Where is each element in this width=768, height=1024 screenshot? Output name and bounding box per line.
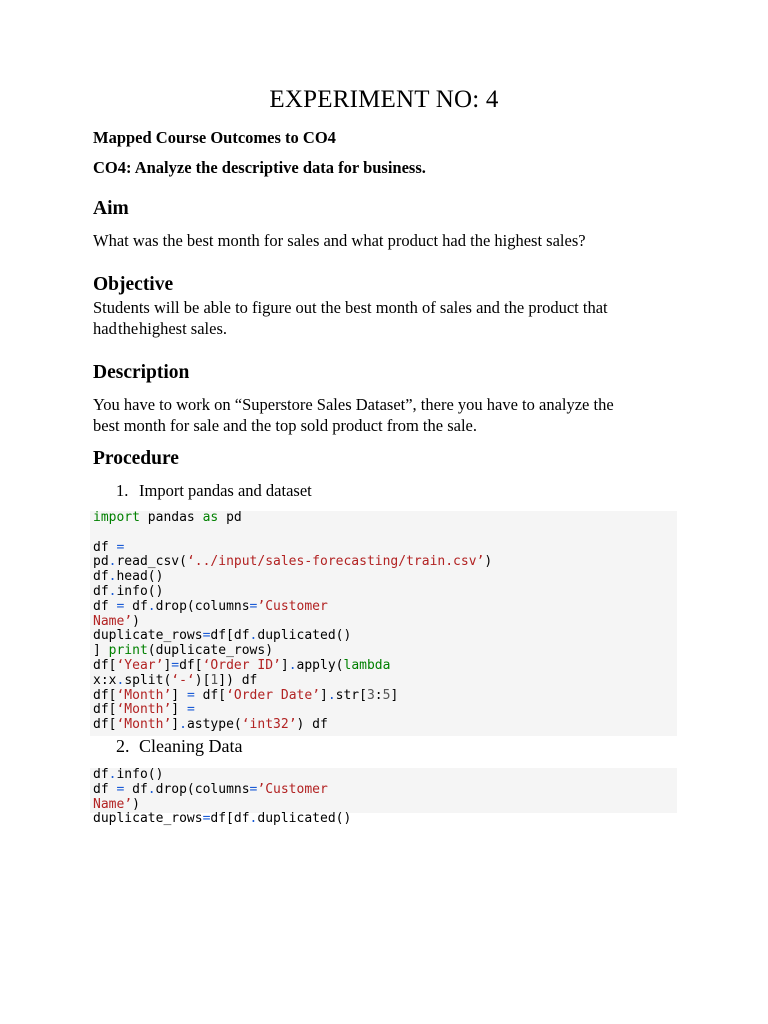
code-token: .: [288, 657, 297, 673]
code-token: df[: [93, 702, 117, 718]
code-token: df[: [93, 687, 117, 703]
code-token: df[: [93, 717, 117, 733]
procedure-step-2: [0, 736, 768, 758]
code-token: pd: [218, 510, 242, 525]
code-token: apply(: [296, 657, 344, 673]
code-token: ‘Month’: [116, 717, 172, 733]
code-token: (duplicate_rows): [147, 643, 274, 659]
code-token: duplicated(): [257, 811, 352, 827]
code-line: [93, 782, 328, 797]
code-token: df[: [93, 657, 117, 673]
code-line: [93, 702, 195, 717]
code-line: [93, 599, 328, 614]
code-token: x:x: [93, 672, 117, 688]
code-token: .: [179, 717, 187, 733]
code-token: df: [93, 539, 117, 555]
code-token: split(: [124, 672, 172, 688]
code-token: str[: [335, 687, 367, 703]
code-token: df: [93, 569, 109, 585]
description-line-2: best month for sale and the top sold product from the sale.: [93, 416, 477, 435]
code-token: =: [116, 781, 125, 797]
code-line: [93, 717, 328, 732]
description-line-1: You have to work on “Superstore Sales Dataset”, there you have to analyze the: [93, 395, 614, 414]
code-token: ]: [320, 687, 328, 703]
code-token: ): [484, 554, 493, 570]
code-token: info(): [116, 583, 164, 599]
code-token: )[: [194, 672, 211, 688]
code-token: as: [202, 510, 219, 525]
code-token: ]) df: [218, 672, 258, 688]
code-token: 1: [210, 672, 219, 688]
code-token: ‘../input/sales-forecasting/train.csv’: [186, 554, 485, 570]
code-token: df[: [194, 687, 227, 703]
code-token: ‘Order ID’: [202, 657, 281, 673]
code-token: .: [147, 598, 156, 614]
code-token: astype(: [186, 717, 242, 733]
code-text: [90, 511, 677, 733]
code-block-cleaning: [90, 767, 677, 827]
step-number: 2.: [116, 736, 130, 756]
code-line: [93, 510, 242, 525]
objective-line-2-a: had: [93, 319, 117, 338]
code-token: 3: [366, 687, 375, 703]
aim-text: What was the best month for sales and what product had the highest sales?: [93, 231, 586, 250]
code-line: [93, 658, 390, 673]
code-line: [93, 673, 257, 688]
code-line: [93, 767, 163, 782]
code-token: duplicate_rows: [93, 628, 203, 644]
code-token: ]: [171, 717, 180, 733]
code-token: ) df: [296, 717, 328, 733]
code-token: =: [249, 598, 258, 614]
code-token: .: [249, 811, 258, 827]
code-token: df[: [179, 657, 203, 673]
code-token: Name’: [93, 613, 133, 629]
step-label: Import pandas and dataset: [139, 481, 312, 500]
code-line: [93, 688, 398, 703]
code-token: df: [124, 781, 148, 797]
code-token: ): [132, 613, 140, 629]
objective-heading: Objective: [93, 274, 174, 295]
code-token: pandas: [139, 510, 203, 525]
code-token: ‘Year’: [116, 657, 164, 673]
code-token: head(): [116, 569, 164, 585]
code-token: =: [202, 628, 211, 644]
code-token: read_csv(: [116, 554, 187, 570]
code-line: [93, 614, 140, 629]
code-token: import: [93, 510, 140, 525]
code-token: ’Customer: [257, 781, 328, 797]
code-token: =: [186, 702, 195, 718]
code-token: ‘Month’: [116, 687, 172, 703]
code-line: [93, 540, 124, 555]
code-token: drop(columns: [155, 598, 250, 614]
code-token: =: [116, 539, 125, 555]
code-token: df: [93, 781, 117, 797]
co4-statement: CO4: Analyze the descriptive data for business.: [93, 158, 426, 177]
code-token: ]: [280, 657, 289, 673]
objective-line-2: [93, 319, 293, 340]
code-token: .: [108, 767, 117, 782]
code-token: =: [116, 598, 125, 614]
code-line: [93, 628, 351, 643]
code-token: =: [249, 781, 258, 797]
code-token: ’Customer: [257, 598, 328, 614]
code-token: .: [147, 781, 156, 797]
code-token: ‘-‘: [171, 672, 195, 688]
code-token: duplicate_rows: [93, 811, 203, 827]
code-text: [90, 768, 677, 827]
code-token: drop(columns: [155, 781, 250, 797]
code-token: .: [327, 687, 336, 703]
code-token: info(): [116, 767, 164, 782]
code-token: .: [108, 554, 117, 570]
code-token: df: [124, 598, 148, 614]
objective-line-1: [93, 298, 677, 319]
code-token: :: [374, 687, 383, 703]
experiment-title: EXPERIMENT NO: 4: [269, 86, 499, 113]
code-token: =: [171, 657, 180, 673]
objective-line-2-b: the: [118, 319, 139, 338]
code-token: ]: [390, 687, 399, 703]
code-token: ]: [163, 657, 172, 673]
description-heading: Description: [93, 362, 190, 383]
code-token: df: [93, 767, 109, 782]
code-token: ]: [171, 687, 187, 703]
code-token: .: [116, 672, 125, 688]
code-token: =: [202, 811, 211, 827]
code-token: pd: [93, 554, 109, 570]
mapped-outcomes-line: Mapped Course Outcomes to CO4: [93, 128, 336, 147]
code-line: [93, 569, 163, 584]
code-token: =: [186, 687, 195, 703]
code-token: print: [108, 643, 148, 659]
code-line: [93, 811, 351, 826]
code-token: .: [108, 569, 117, 585]
code-token: df: [93, 598, 117, 614]
code-line: [93, 554, 492, 569]
code-token: df: [93, 583, 109, 599]
step-number: 1.: [116, 481, 129, 500]
code-token: df[df: [210, 811, 250, 827]
code-token: .: [249, 628, 258, 644]
code-token: .: [108, 583, 117, 599]
procedure-step-1: [0, 481, 768, 503]
code-token: ‘Month’: [116, 702, 172, 718]
code-token: ]: [93, 643, 109, 659]
code-token: df[df: [210, 628, 250, 644]
aim-heading: Aim: [93, 198, 129, 219]
code-block-import: [90, 511, 677, 736]
code-token: Name’: [93, 796, 133, 812]
code-token: ]: [171, 702, 187, 718]
code-token: duplicated(): [257, 628, 352, 644]
code-token: lambda: [343, 657, 391, 673]
code-token: ): [132, 796, 140, 812]
code-token: ‘Order Date’: [226, 687, 320, 703]
code-line: [93, 797, 140, 812]
procedure-heading: Procedure: [93, 448, 179, 469]
code-token: ‘int32’: [241, 717, 297, 733]
code-line: [93, 643, 273, 658]
objective-line-1-text: Students will be able to figure out the best month of sales and the product that: [93, 298, 608, 317]
code-token: 5: [382, 687, 391, 703]
objective-line-2-c: highest sales.: [139, 319, 227, 338]
code-line: [93, 584, 163, 599]
step-label: Cleaning Data: [139, 736, 243, 756]
